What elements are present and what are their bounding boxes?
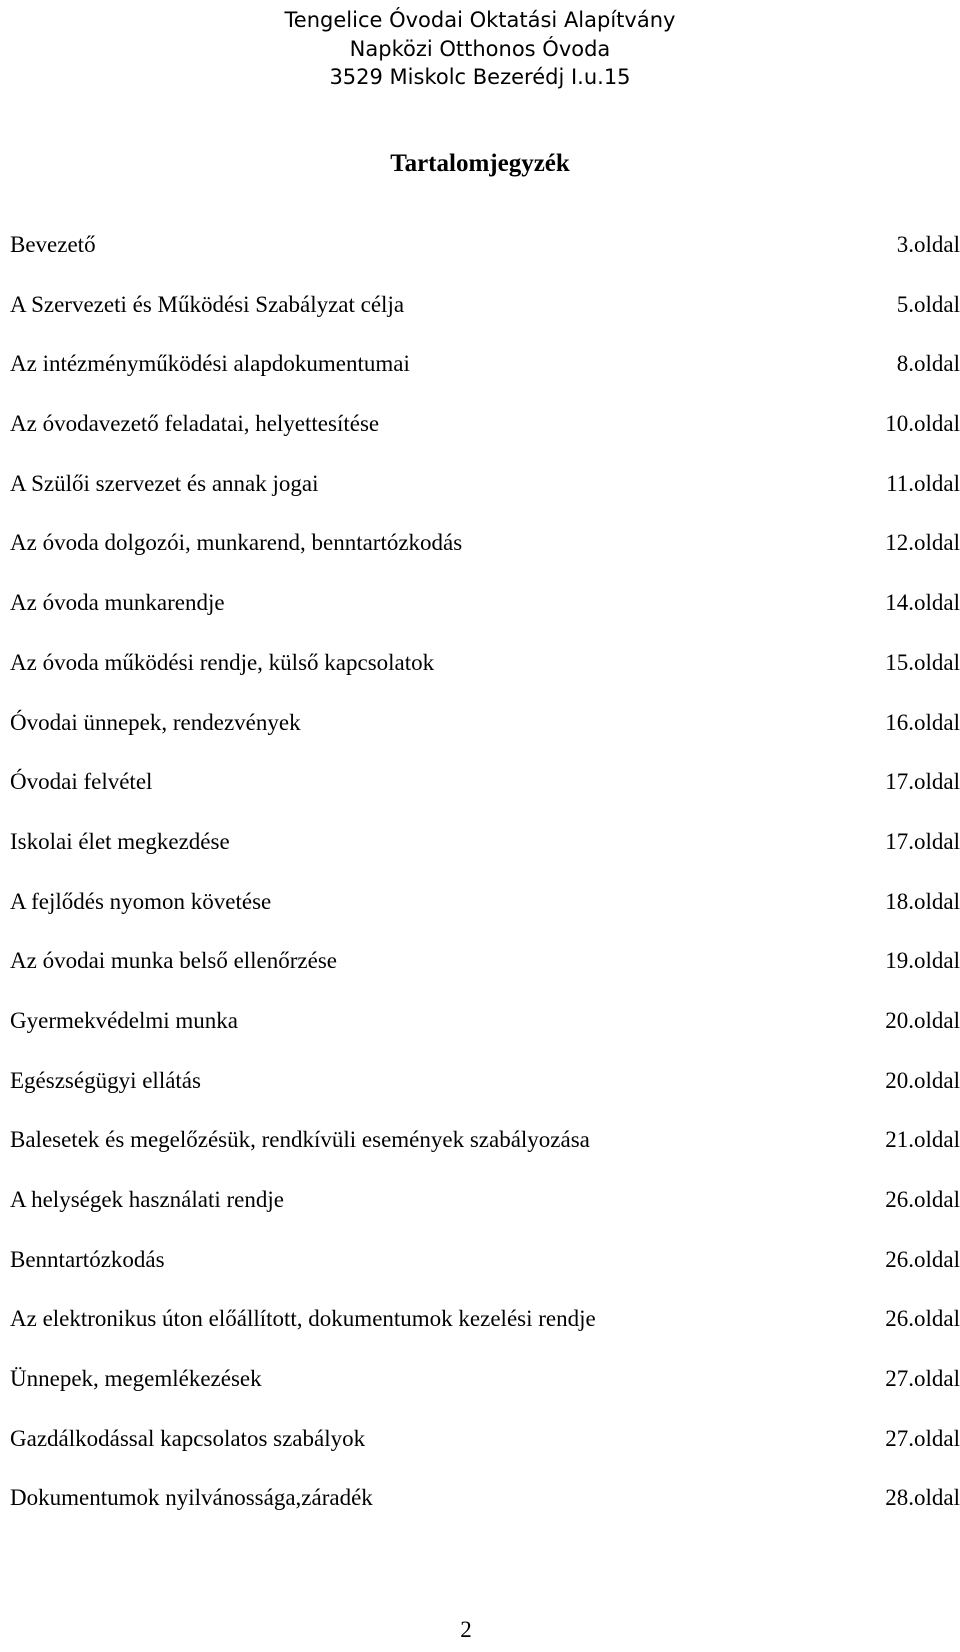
toc-entry	[0, 588, 960, 648]
toc-entry-title: Óvodai ünnepek, rendezvények	[10, 709, 301, 735]
toc-entry	[0, 1185, 960, 1245]
toc-entry-page: 5.oldal	[896, 291, 960, 317]
toc-entry-page: 20.oldal	[885, 1067, 960, 1093]
toc-entry-page: 17.oldal	[885, 769, 960, 795]
document-title: Tartalomjegyzék	[390, 150, 570, 177]
toc-entry	[0, 230, 960, 290]
toc-entry-title: Az óvoda dolgozói, munkarend, benntartózkodás	[10, 530, 463, 556]
toc-entry-title: Az intézményműködési alapdokumentumai	[10, 351, 410, 377]
header-institution: Napközi Otthonos Óvoda	[349, 36, 611, 61]
toc-entry	[0, 1483, 960, 1543]
toc-entry-page: 27.oldal	[885, 1366, 960, 1392]
toc-entry-title: Óvodai felvétel	[10, 769, 153, 795]
toc-entry-page: 15.oldal	[885, 649, 960, 675]
page-header	[0, 6, 960, 92]
toc-entry-page: 26.oldal	[885, 1306, 960, 1332]
toc-entry-page: 19.oldal	[885, 948, 960, 974]
toc-entry	[0, 349, 960, 409]
header-organization: Tengelice Óvodai Oktatási Alapítvány	[284, 8, 676, 32]
toc-entry-page: 28.oldal	[885, 1485, 960, 1511]
toc-entry-page: 3.oldal	[896, 232, 960, 257]
toc-entry-title: A fejlődés nyomon követése	[10, 888, 272, 914]
toc-entry-page: 11.oldal	[886, 470, 960, 496]
toc-entry	[0, 469, 960, 529]
toc-entry-title: Az óvoda munkarendje	[10, 590, 225, 616]
toc-entry	[0, 528, 960, 588]
toc-entry-title: Benntartózkodás	[10, 1246, 165, 1272]
toc-entry-title: Az óvodavezető feladatai, helyettesítése	[10, 411, 380, 437]
toc-entry-title: Dokumentumok nyilvánossága,záradék	[10, 1485, 373, 1511]
toc-entry-title: Ünnepek, megemlékezések	[10, 1366, 262, 1392]
toc-entry	[0, 1364, 960, 1424]
toc-entry	[0, 1125, 960, 1185]
toc-entry-page: 26.oldal	[885, 1246, 960, 1272]
toc-entry	[0, 1245, 960, 1305]
toc-entry	[0, 1304, 960, 1364]
page-number: 2	[460, 1617, 472, 1642]
toc-entry-page: 20.oldal	[885, 1007, 960, 1033]
toc-entry	[0, 1006, 960, 1066]
toc-entry-title: Iskolai élet megkezdése	[10, 828, 230, 854]
toc-entry	[0, 648, 960, 708]
toc-entry	[0, 708, 960, 768]
toc-entry-page: 17.oldal	[885, 828, 960, 854]
toc-entry-title: Az elektronikus úton előállított, dokumentumok kezelési rendje	[10, 1306, 596, 1332]
toc-entry-title: Az óvodai munka belső ellenőrzése	[10, 948, 337, 974]
toc-entry-page: 12.oldal	[885, 530, 960, 556]
toc-entry	[0, 767, 960, 827]
toc-entry	[0, 290, 960, 350]
toc-entry-title: Egészségügyi ellátás	[10, 1067, 201, 1093]
toc-entry	[0, 827, 960, 887]
toc-entry-title: A helységek használati rendje	[10, 1187, 284, 1212]
toc-entry-page: 26.oldal	[885, 1187, 960, 1212]
toc-entry-title: Balesetek és megelőzésük, rendkívüli események szabályozása	[10, 1127, 590, 1153]
toc-entry-page: 10.oldal	[885, 411, 960, 437]
toc-entry-page: 14.oldal	[885, 590, 960, 616]
toc-entry-page: 18.oldal	[885, 888, 960, 914]
toc-entry-page: 8.oldal	[896, 351, 960, 377]
toc-entry-page: 16.oldal	[885, 709, 960, 735]
toc-entry-title: A Szülői szervezet és annak jogai	[10, 470, 319, 496]
toc-entry	[0, 1066, 960, 1126]
toc-entry-page: 27.oldal	[885, 1425, 960, 1451]
toc-entry-title: A Szervezeti és Működési Szabályzat célja	[10, 291, 405, 317]
toc-entry-page: 21.oldal	[885, 1127, 960, 1153]
table-of-contents	[0, 230, 960, 1543]
toc-entry	[0, 409, 960, 469]
toc-entry	[0, 1424, 960, 1484]
toc-entry-title: Bevezető	[10, 232, 96, 257]
toc-entry-title: Az óvoda működési rendje, külső kapcsolatok	[10, 649, 435, 675]
toc-entry	[0, 887, 960, 947]
toc-entry-title: Gazdálkodással kapcsolatos szabályok	[10, 1425, 366, 1451]
toc-entry-title: Gyermekvédelmi munka	[10, 1007, 239, 1033]
header-address: 3529 Miskolc Bezerédj I.u.15	[329, 65, 631, 89]
toc-entry	[0, 946, 960, 1006]
